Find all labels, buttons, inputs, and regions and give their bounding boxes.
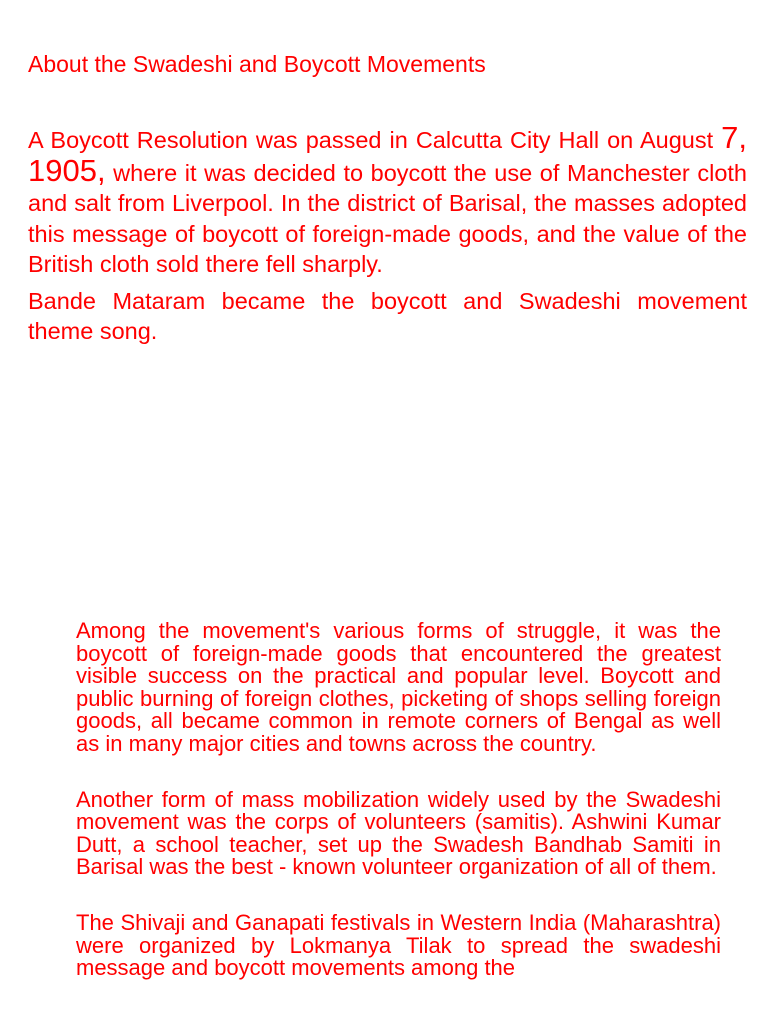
resolution-date: 7, 1905,: [28, 120, 747, 188]
intro-text-after-date: where it was decided to boycott the use of Manchester cloth and salt from Liverpool. In the district of Barisal, the masses adopted this message of boycott of foreign-made goods, and the value of the British cloth sold there fell sharply.: [28, 159, 747, 277]
struggle-paragraph-2: Another form of mass mobilization widely used by the Swadeshi movement was the corps of volunteers (samitis). Ashwini Kumar Dutt, a school teacher, set up the Swadesh Bandhab Samiti in Barisal was the best - known volunteer organization of all of them.: [76, 786, 721, 880]
intro-paragraph-1: [28, 120, 747, 280]
intro-text-before-date: A Boycott Resolution was passed in Calcutta City Hall on August: [28, 127, 722, 153]
struggle-paragraph-1: Among the movement's various forms of struggle, it was the boycott of foreign-made goods that encountered the greatest visible success on the practical and popular level. Boycott and public burning of foreign clothes, picketing of shops selling foreign goods, all became common in remote corners of Bengal as well as in many major cities and towns across the country.: [76, 618, 721, 756]
intro-section: [28, 120, 747, 347]
page-title: About the Swadeshi and Boycott Movements: [28, 51, 486, 77]
struggle-section: [76, 620, 721, 1013]
struggle-paragraph-3: The Shivaji and Ganapati festivals in Western India (Maharashtra) were organized by Lokmanya Tilak to spread the swadeshi message and boycott movements among the: [76, 909, 721, 981]
intro-paragraph-2: Bande Mataram became the boycott and Swadeshi movement theme song.: [28, 287, 747, 344]
